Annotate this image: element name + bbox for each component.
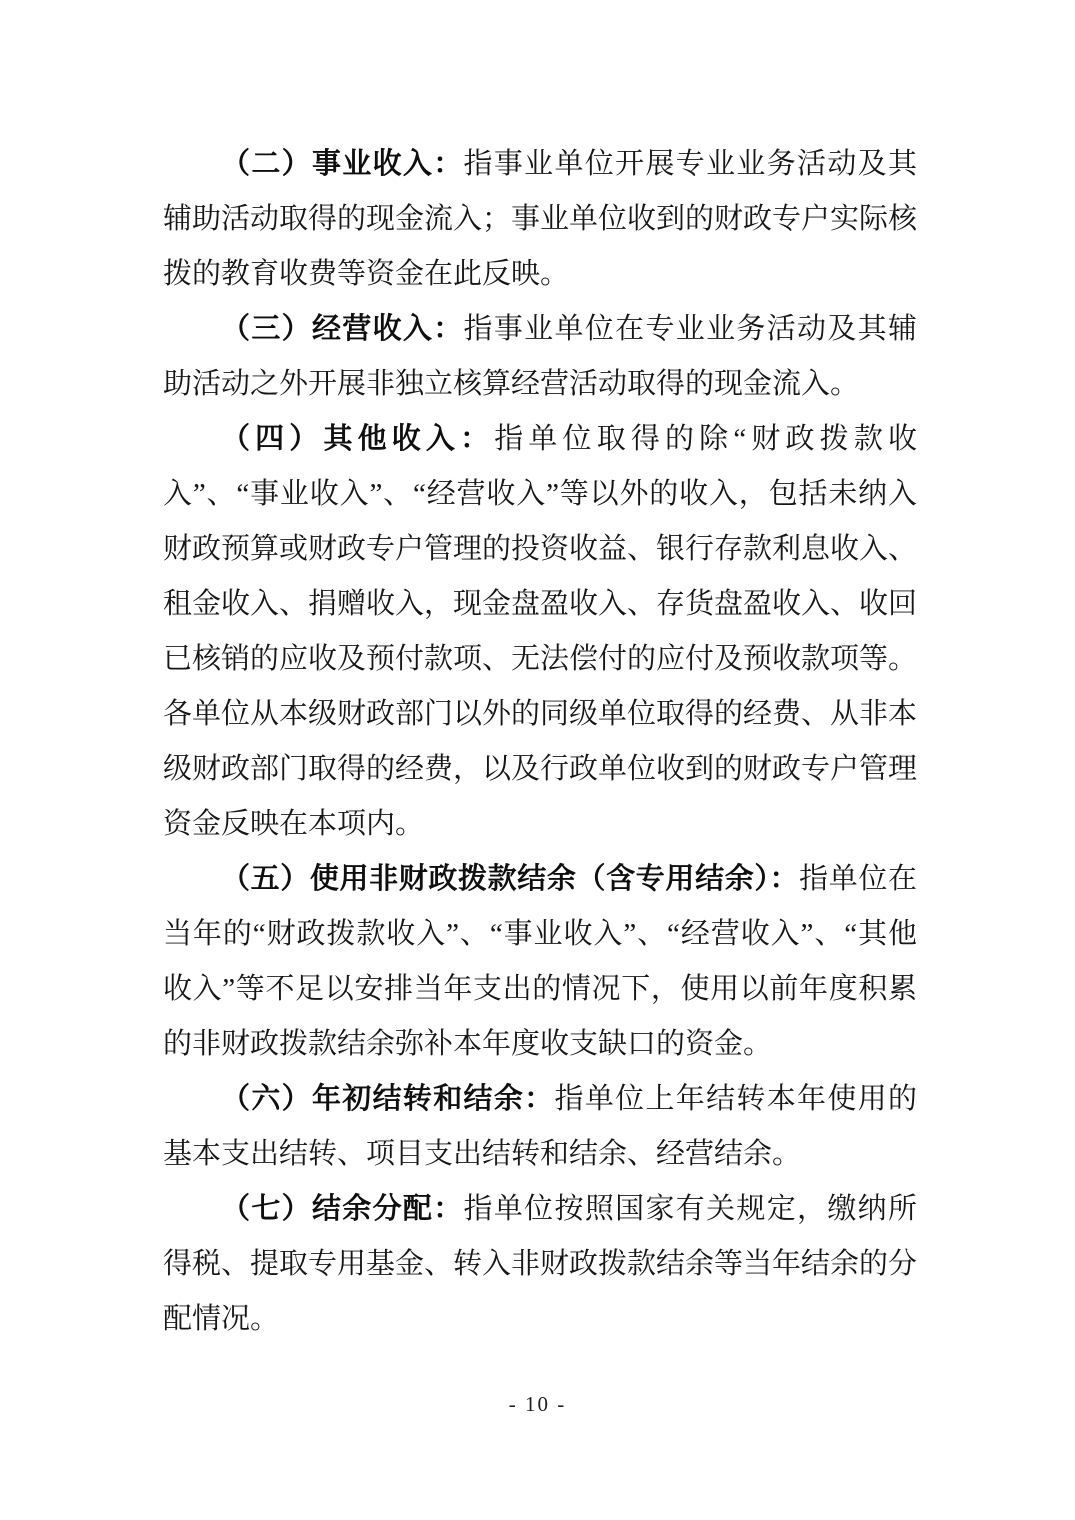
paragraph [163, 1182, 917, 1347]
page-number: - 10 - [508, 1392, 567, 1416]
paragraph-text: 指单位上年结转本年使用的基本支出结转、项目支出结转和结余、经营结余。 [163, 1083, 917, 1170]
paragraph-text: 指单位按照国家有关规定，缴纳所得税、提取专用基金、转入非财政拨款结余等当年结余的分配情况。 [163, 1193, 918, 1335]
paragraph [163, 302, 917, 412]
paragraph-heading: （三）经营收入： [221, 313, 464, 345]
paragraph [163, 137, 917, 302]
paragraph-text: 指事业单位开展专业业务活动及其辅助活动取得的现金流入；事业单位收到的财政专户实际核拨的教育收费等资金在此反映。 [163, 148, 918, 290]
paragraph-heading: （四）其他收入： [221, 423, 495, 455]
paragraph-heading: （五）使用非财政拨款结余（含专用结余）： [221, 863, 800, 895]
paragraph-heading: （二）事业收入： [221, 148, 464, 180]
paragraph-heading: （七）结余分配： [221, 1193, 464, 1225]
paragraph-text: 指单位取得的除“财政拨款收入”、“事业收入”、“经营收入”等以外的收入，包括未纳入财政预算或财政专户管理的投资收益、银行存款利息收入、租金收入、捐赠收入，现金盘盈收入、存货盘盈收入、收回已核销的应收及预付款项、无法偿付的应付及预收款项等。各单位从本级财政部门以外的同级单位取得的经费、从非本级财政部门取得的经费，以及行政单位收到的财政专户管理资金反映在本项内。 [163, 423, 918, 840]
document-body [163, 137, 917, 1347]
paragraph [163, 1072, 917, 1182]
paragraph [163, 412, 917, 852]
paragraph-text: 指事业单位在专业业务活动及其辅助活动之外开展非独立核算经营活动取得的现金流入。 [163, 313, 917, 400]
paragraph-text: 指单位在当年的“财政拨款收入”、“事业收入”、“经营收入”、“其他收入”等不足以安排当年支出的情况下，使用以前年度积累的非财政拨款结余弥补本年度收支缺口的资金。 [163, 863, 917, 1060]
paragraph-heading: （六）年初结转和结余： [221, 1083, 555, 1115]
paragraph [163, 852, 917, 1072]
